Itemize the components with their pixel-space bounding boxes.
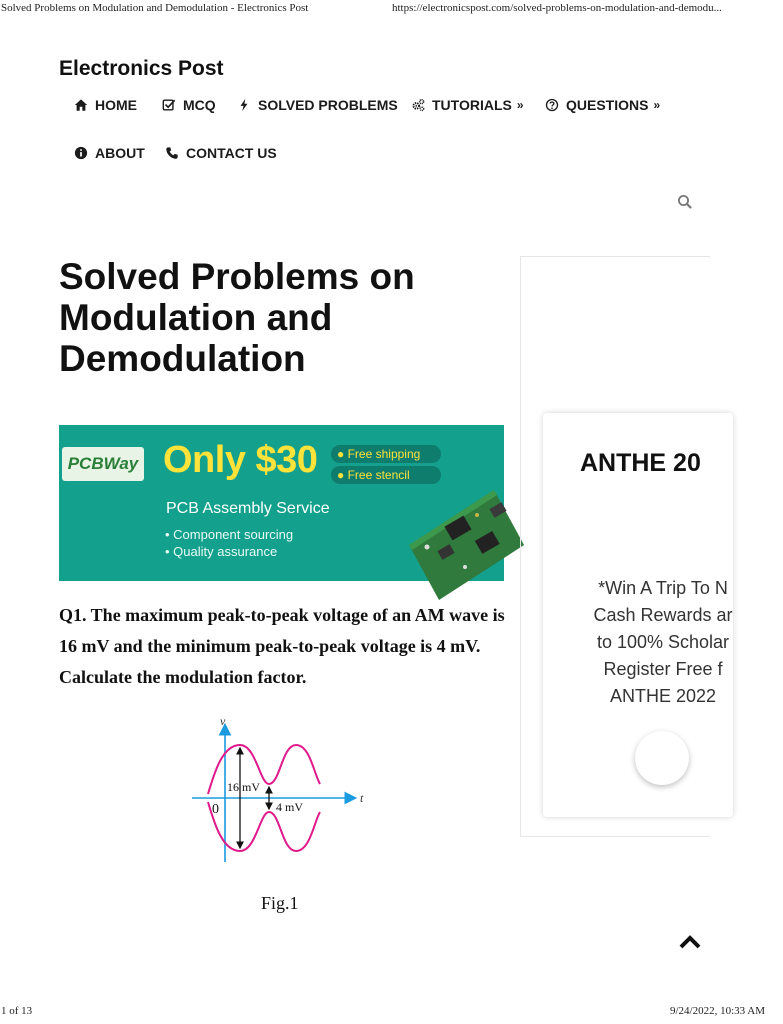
chevron-up-icon [677,931,703,953]
sidebar-ad-line: to 100% Scholar [596,632,730,652]
ad-logo-text: PCBWay [67,454,139,473]
ad-bullet-text: Component sourcing [173,527,294,542]
ad-bullet-text: Quality assurance [173,544,278,559]
info-circle-icon [73,145,89,161]
ad-headline: Only $30 [163,439,318,481]
ad-bullet: • Component sourcing [165,527,294,542]
sidebar-ad-card[interactable] [543,413,733,817]
pcbway-logo [62,447,144,481]
nav-label: MCQ [183,97,216,113]
bolt-icon [236,97,252,113]
axis-t-label: t [360,791,364,805]
site-title[interactable]: Electronics Post [59,57,224,80]
search-button[interactable] [676,193,694,211]
nav-label: CONTACT US [186,145,277,161]
nav-item-questions[interactable] [544,94,660,116]
print-header [0,2,768,18]
figure-caption: Fig.1 [261,893,299,913]
phone-icon [164,145,180,161]
nav-label: TUTORIALS [432,97,512,113]
print-footer [0,1005,768,1021]
am-wave-figure [190,714,370,866]
max-voltage-label: 16 mV [227,780,260,794]
print-url: https://electronicspost.com/solved-problems-on-modulation-and-demodu... [392,2,722,14]
min-voltage-label: 4 mV [276,800,303,814]
ad-pill-text: Free shipping [347,447,421,461]
sidebar-ad-line: *Win A Trip To N [598,578,728,598]
nav-item-mcq[interactable] [161,94,216,116]
nav-item-tutorials[interactable] [410,94,524,116]
print-page-number: 1 of 13 [1,1005,33,1017]
sidebar-ad-line: Cash Rewards ar [593,605,733,625]
sidebar-ad-line: Register Free f [603,659,723,679]
gears-icon [410,97,426,113]
nav-item-solved-problems[interactable] [236,94,398,116]
nav-item-about[interactable] [73,142,145,164]
chevron-double-right-icon: » [516,98,524,112]
print-datetime: 9/24/2022, 10:33 AM [669,1005,765,1017]
ad-pill: ● Free stencil [331,466,441,484]
sidebar-ad-cta-button[interactable] [635,731,689,785]
ad-bullet: • Quality assurance [165,544,278,559]
nav-label: ABOUT [95,145,145,161]
axis-v-label: v [220,714,226,728]
nav-label: QUESTIONS [566,97,649,113]
ad-pill-text: Free stencil [347,468,410,482]
nav-item-contact-us[interactable] [164,142,277,164]
checkbox-icon [161,97,177,113]
search-icon [676,193,694,211]
ad-service: PCB Assembly Service [166,500,330,517]
sidebar-ad-line: ANTHE 2022 [609,686,717,706]
ad-banner-pcbway[interactable] [59,425,504,581]
nav-label: HOME [95,97,137,113]
nav-item-home[interactable] [73,94,137,116]
ad-pill: ● Free shipping [331,445,441,463]
print-page-title: Solved Problems on Modulation and Demodulation - Electronics Post [1,2,309,14]
scroll-to-top-button[interactable] [677,931,703,953]
home-icon [73,97,89,113]
origin-label: 0 [212,802,219,817]
sidebar-ad-text [543,575,783,710]
question-text: Q1. The maximum peak-to-peak voltage of an AM wave is 16 mV and the minimum peak-to-peak voltage is 4 mV. Calculate the modulation factor. [59,605,505,687]
circuit-board-image [399,485,519,595]
nav-label: SOLVED PROBLEMS [258,97,398,113]
sidebar-ad-title: ANTHE 20 [580,449,701,477]
question-circle-icon [544,97,560,113]
page-title: Solved Problems on Modulation and Demodulation [59,256,415,379]
chevron-double-right-icon: » [653,98,661,112]
sidebar-ad-container [520,256,733,837]
